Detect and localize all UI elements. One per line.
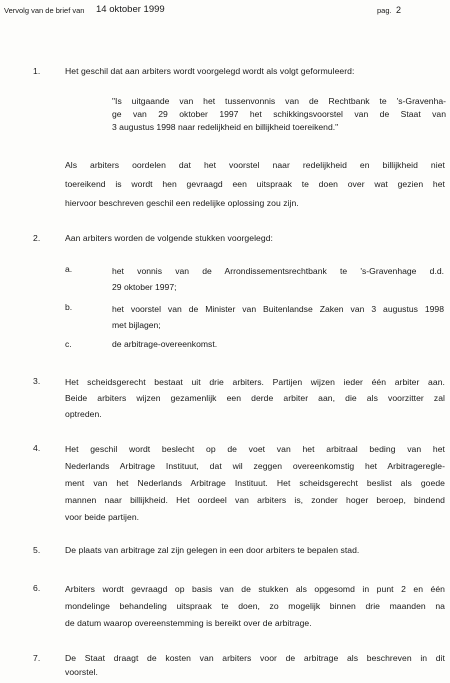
list-letter: b.: [65, 302, 73, 312]
item-number: 3.: [33, 376, 41, 386]
item-1: [0, 64, 450, 80]
paragraph-line: Nederlands Arbitrage Instituut, dat wil zeggen overeenkomstig het Arbitrageregle-: [65, 461, 445, 471]
paragraph-line: Het scheidsgerecht bestaat uit drie arbiters. Partijen wijzen ieder één arbiter aan.: [65, 377, 445, 387]
quoted-question: [112, 95, 446, 134]
page-label: pag.: [377, 6, 392, 15]
paragraph-line: optreden.: [65, 409, 102, 419]
list-line: het voorstel van de Minister van Buitenlandse Zaken van 3 augustus 1998: [112, 304, 444, 314]
item-number: 5.: [33, 545, 41, 555]
page-number: 2: [396, 5, 402, 15]
paragraph-line: mannen naar billijkheid. Het oordeel van arbiters is, zonder hoger beroep, bindend: [65, 495, 445, 505]
paragraph-line: Arbiters wordt gevraagd op basis van de stukken als opgesomd in punt 2 en één: [65, 584, 445, 594]
quote-line: "Is uitgaande van het tussenvonnis van de Rechtbank te 's-Gravenha-: [112, 96, 446, 106]
paragraph-line: De plaats van arbitrage zal zijn gelegen in een door arbiters te bepalen stad.: [65, 545, 360, 555]
list-line: de arbitrage-overeenkomst.: [112, 339, 218, 349]
list-line: het vonnis van de Arrondissementsrechtbank te 's-Gravenhage d.d.: [112, 266, 444, 276]
paragraph-line: hiervoor beschreven geschil een redelijke oplossing zou zijn.: [65, 198, 299, 208]
item-intro: Het geschil dat aan arbiters wordt voorgelegd wordt als volgt geformuleerd:: [65, 66, 355, 76]
list-line: met bijlagen;: [112, 320, 161, 330]
paragraph-line: toereikend is wordt hen gevraagd een uitspraak te doen over wat gezien het: [65, 179, 445, 189]
item-number: 1.: [33, 66, 41, 76]
letter-date: 14 oktober 1999: [96, 4, 165, 15]
quote-line: 3 augustus 1998 naar redelijkheid en billijkheid toereikend.": [112, 122, 339, 132]
paragraph-line: De Staat draagt de kosten van arbiters voor de arbitrage als beschreven in dit: [65, 653, 445, 663]
item-intro: Aan arbiters worden de volgende stukken voorgelegd:: [65, 233, 273, 243]
continuation-label: Vervolg van de brief van: [4, 6, 85, 15]
paragraph-line: Beide arbiters wijzen gezamenlijk een derde arbiter aan, die als voorzitter zal: [65, 393, 445, 403]
paragraph-line: Het geschil wordt beslecht op de voet van het arbitraal beding van het: [65, 444, 445, 454]
item-number: 2.: [33, 233, 41, 243]
page-header: [4, 4, 442, 20]
paragraph-line: voor beide partijen.: [65, 512, 140, 522]
item-number: 6.: [33, 583, 41, 593]
paragraph-line: ment van het Nederlands Arbitrage Instituut. Het scheidsgerecht beslist als goede: [65, 478, 445, 488]
list-letter: a.: [65, 264, 73, 274]
list-letter: c.: [65, 339, 72, 349]
paragraph-line: Als arbiters oordelen dat het voorstel naar redelijkheid en billijkheid niet: [65, 160, 445, 170]
paragraph-line: mondelinge behandeling uitspraak te doen, zo mogelijk binnen drie maanden na: [65, 601, 445, 611]
list-line: 29 oktober 1997;: [112, 282, 177, 292]
quote-line: ge van 29 oktober 1997 het schikkingsvoorstel van de Staat van: [112, 109, 446, 119]
paragraph-line: voorstel.: [65, 667, 98, 677]
item-number: 7.: [33, 653, 41, 663]
item-number: 4.: [33, 443, 41, 453]
paragraph-line: de datum waarop overeenstemming is bereikt over de arbitrage.: [65, 618, 312, 628]
